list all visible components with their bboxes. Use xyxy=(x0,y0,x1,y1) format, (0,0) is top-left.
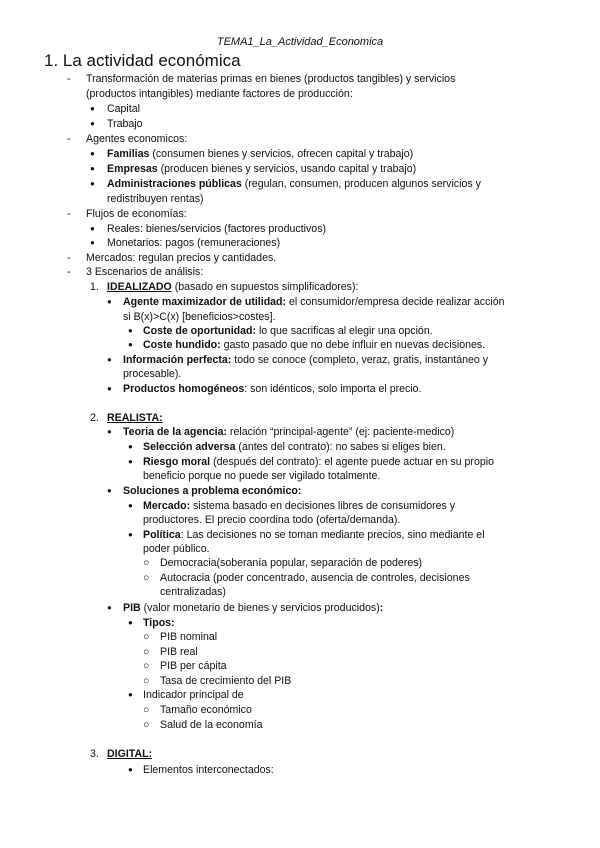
list-item xyxy=(123,295,505,309)
term: Coste de oportunidad: xyxy=(143,325,256,337)
bullet-icon: ● xyxy=(90,119,95,128)
dash-marker: - xyxy=(67,73,71,85)
definition: (consumen bienes y servicios, ofrecen capital y trabajo) xyxy=(149,148,414,160)
list-item xyxy=(107,147,413,161)
document-header: TEMA1_La_Actividad_Economica xyxy=(216,36,384,48)
list-item: Elementos interconectados: xyxy=(143,764,274,776)
term: Coste hundido: xyxy=(143,339,221,351)
term: Soluciones a problema económico: xyxy=(123,485,302,497)
bullet-icon: ● xyxy=(128,442,133,451)
scenario-title: IDEALIZADO xyxy=(107,281,172,293)
colon: : xyxy=(379,602,384,614)
list-item: Trabajo xyxy=(107,118,143,130)
bullet-icon: ● xyxy=(90,149,95,158)
number-marker: 3. xyxy=(90,748,99,760)
definition: (producen bienes y servicios, usando capital y trabajo) xyxy=(157,163,417,175)
list-item: Democracia(soberanía popular, separación de poderes) xyxy=(160,557,423,569)
definition: lo que sacrificas al elegir una opción. xyxy=(256,325,433,337)
list-item-cont: (productos intangibles) mediante factores de producción: xyxy=(86,88,353,100)
list-item-cont: procesable). xyxy=(123,368,182,380)
term: Administraciones públicas xyxy=(107,178,242,190)
list-item xyxy=(143,324,433,338)
circle-bullet-icon: ○ xyxy=(143,660,150,672)
list-item xyxy=(143,528,485,542)
term: Tipos: xyxy=(143,617,175,629)
list-item xyxy=(143,338,485,352)
list-item xyxy=(123,484,301,498)
list-item xyxy=(143,499,455,513)
definition: todo se conoce (completo, veraz, gratis, instantáneo y xyxy=(231,354,489,366)
definition: (valor monetario de bienes y servicios producidos) xyxy=(140,602,380,614)
list-item: PIB per cápita xyxy=(160,660,227,672)
definition: (regulan, consumen, producen algunos servicios y xyxy=(241,178,481,190)
circle-bullet-icon: ○ xyxy=(143,675,150,687)
list-item: Agentes economicos: xyxy=(86,133,188,145)
list-item xyxy=(107,177,481,191)
list-item: Transformación de materias primas en bienes (productos tangibles) y servicios xyxy=(86,73,456,85)
list-item: Capital xyxy=(107,103,140,115)
list-item: Monetarios: pagos (remuneraciones) xyxy=(107,237,281,249)
number-marker: 2. xyxy=(90,412,99,424)
dash-marker: - xyxy=(67,252,71,264)
list-item: Tasa de crecimiento del PIB xyxy=(160,675,292,687)
bullet-icon: ● xyxy=(128,618,133,627)
term: Selección adversa xyxy=(143,441,236,453)
bullet-icon: ● xyxy=(128,457,133,466)
bullet-icon: ● xyxy=(128,326,133,335)
dash-marker: - xyxy=(67,266,71,278)
definition: (antes del contrato): no sabes si eliges bien. xyxy=(235,441,446,453)
circle-bullet-icon: ○ xyxy=(143,719,150,731)
list-item xyxy=(143,440,446,454)
list-item xyxy=(123,425,454,439)
term: Teoria de la agencia: xyxy=(123,426,228,438)
list-item-cont: si B(x)>C(x) [beneficios>costes]. xyxy=(123,311,276,323)
bullet-icon: ● xyxy=(128,530,133,539)
bullet-icon: ● xyxy=(90,104,95,113)
page-title: 1. La actividad económica xyxy=(44,51,241,70)
list-item: Mercados: regulan precios y cantidades. xyxy=(86,252,277,264)
dash-marker: - xyxy=(67,208,71,220)
circle-bullet-icon: ○ xyxy=(143,572,150,584)
term: Riesgo moral xyxy=(143,456,211,468)
bullet-icon: ● xyxy=(107,384,112,393)
circle-bullet-icon: ○ xyxy=(143,631,150,643)
term: Productos homogéneos xyxy=(123,383,245,395)
list-item xyxy=(123,382,422,396)
bullet-icon: ● xyxy=(107,603,112,612)
circle-bullet-icon: ○ xyxy=(143,557,150,569)
dash-marker: - xyxy=(67,133,71,145)
number-marker: 1. xyxy=(90,281,99,293)
list-item: Indicador principal de xyxy=(143,689,244,701)
list-item: Reales: bienes/servicios (factores productivos) xyxy=(107,223,327,235)
definition: : son idénticos, solo importa el precio. xyxy=(244,383,422,395)
list-item xyxy=(107,411,163,425)
list-item-cont: beneficio porque no puede ser vigilado totalmente. xyxy=(143,470,381,482)
bullet-icon: ● xyxy=(107,427,112,436)
list-item: PIB nominal xyxy=(160,631,218,643)
list-item xyxy=(123,353,488,367)
list-item xyxy=(107,162,416,176)
bullet-icon: ● xyxy=(128,690,133,699)
bullet-icon: ● xyxy=(107,486,112,495)
term: Mercado: xyxy=(143,500,191,512)
bullet-icon: ● xyxy=(90,164,95,173)
bullet-icon: ● xyxy=(128,765,133,774)
definition: (basado en supuestos simplificadores): xyxy=(171,281,359,293)
term: Política xyxy=(143,529,181,541)
definition: sistema basado en decisiones libres de consumidores y xyxy=(190,500,456,512)
list-item: 3 Escenarios de análisis: xyxy=(86,266,204,278)
bullet-icon: ● xyxy=(90,238,95,247)
list-item: Tamaño económico xyxy=(160,704,252,716)
list-item: Flujos de economías: xyxy=(86,208,187,220)
list-item-cont: poder público. xyxy=(143,543,210,555)
list-item-cont: redistribuyen rentas) xyxy=(107,193,204,205)
list-item xyxy=(143,616,175,630)
list-item xyxy=(123,601,383,615)
bullet-icon: ● xyxy=(90,224,95,233)
list-item: Salud de la economía xyxy=(160,719,263,731)
circle-bullet-icon: ○ xyxy=(143,704,150,716)
definition: gasto pasado que no debe influir en nuevas decisiones. xyxy=(220,339,486,351)
definition: relación “principal-agente” (ej: paciente-medico) xyxy=(227,426,455,438)
definition: (después del contrato): el agente puede actuar en su propio xyxy=(210,456,494,468)
bullet-icon: ● xyxy=(90,179,95,188)
list-item: PIB real xyxy=(160,646,198,658)
definition: el consumidor/empresa decide realizar acción xyxy=(286,296,505,308)
bullet-icon: ● xyxy=(128,340,133,349)
scenario-title: REALISTA: xyxy=(107,412,163,424)
list-item-cont: centralizadas) xyxy=(160,586,226,598)
bullet-icon: ● xyxy=(107,297,112,306)
term: Empresas xyxy=(107,163,158,175)
circle-bullet-icon: ○ xyxy=(143,646,150,658)
term: Familias xyxy=(107,148,150,160)
term: PIB xyxy=(123,602,141,614)
list-item xyxy=(107,280,358,294)
scenario-title: DIGITAL: xyxy=(107,748,153,760)
term: Información perfecta: xyxy=(123,354,232,366)
list-item-cont: productores. El precio coordina todo (oferta/demanda). xyxy=(143,514,401,526)
term: Agente maximizador de utilidad: xyxy=(123,296,287,308)
list-item: Autocracia (poder concentrado, ausencia de controles, decisiones xyxy=(160,572,470,584)
list-item xyxy=(107,747,152,761)
bullet-icon: ● xyxy=(128,501,133,510)
list-item xyxy=(143,455,494,469)
definition: : Las decisiones no se toman mediante precios, sino mediante el xyxy=(180,529,485,541)
bullet-icon: ● xyxy=(107,355,112,364)
